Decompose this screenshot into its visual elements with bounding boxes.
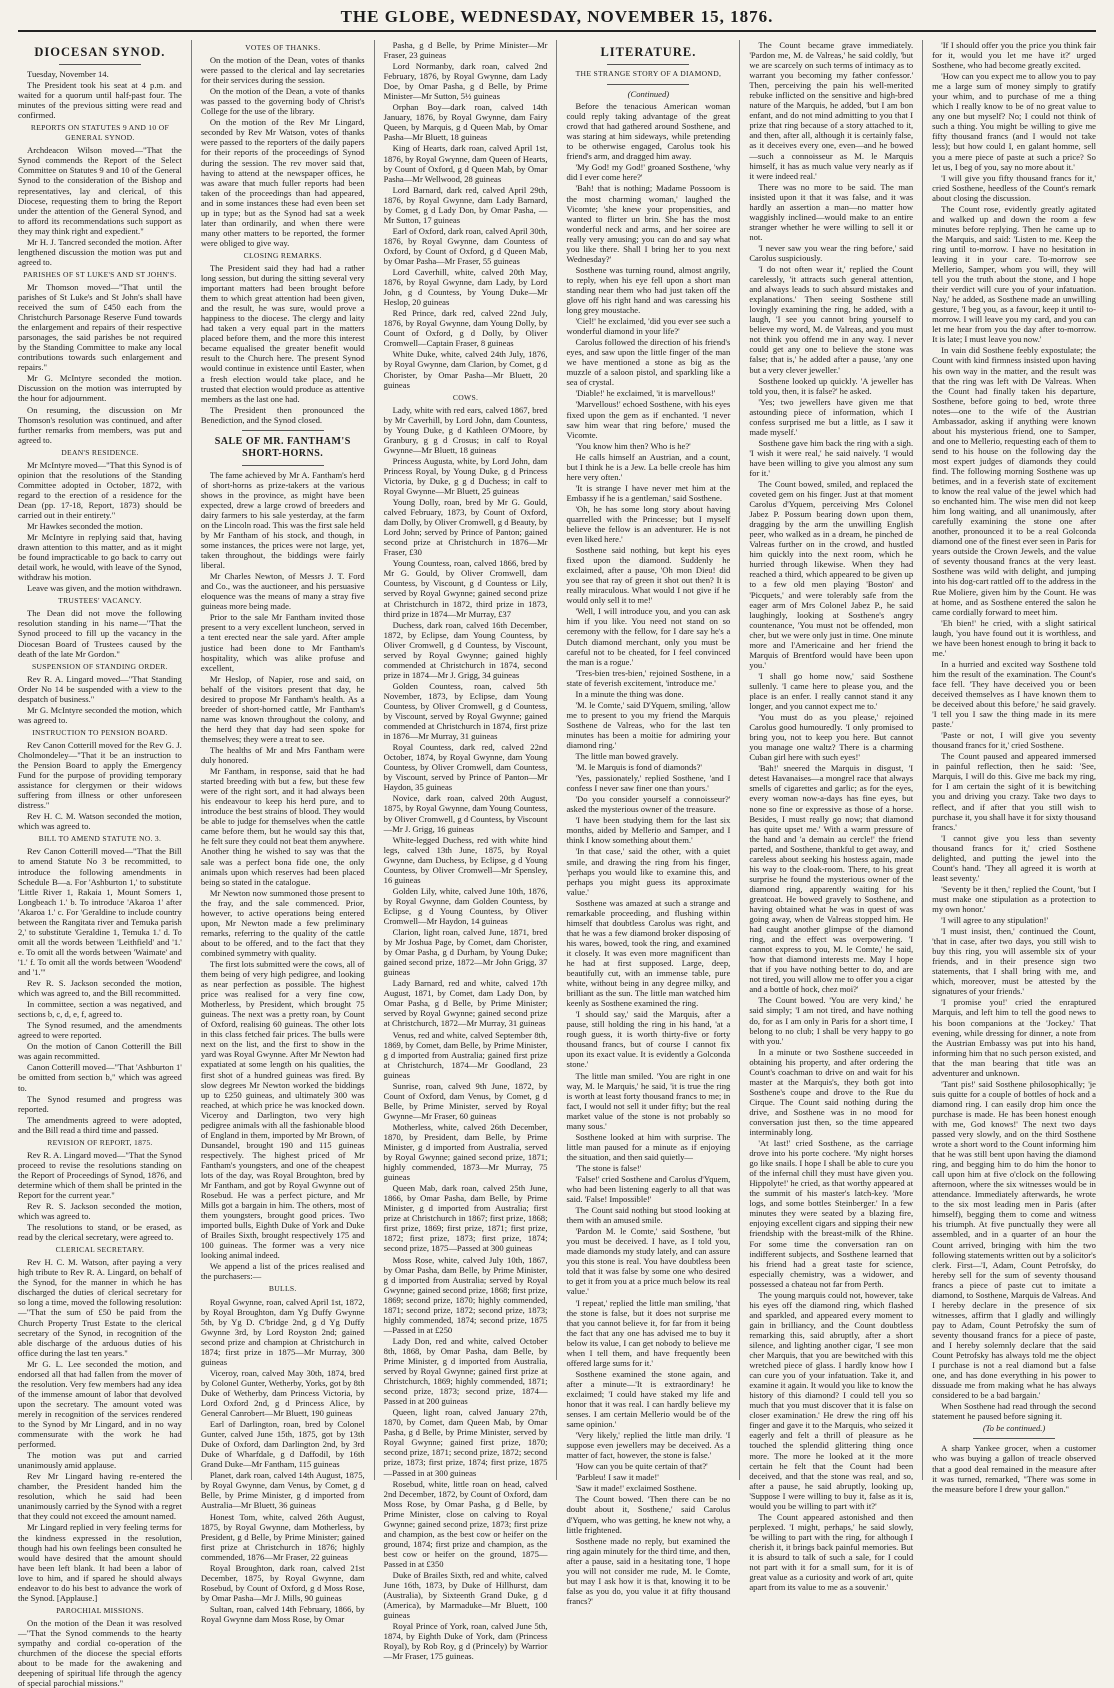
paragraph: Mr McIntyre moved—"That this Synod is of opinion that the resolutions of the Standing Committee adopted in October, 1872, with regard to the erection of a residence for the Dean (pp. 17-18, Report, 1873) should be carried out in their entirety." [18,459,182,520]
paragraph: Mr Thomson moved—"That until the parishes of St Luke's and St John's shall have received the sum of £450 each from the Christchurch Parsonage Reserve Fund towards the enlargement and repairs of their respective parsonages, the said parishes be not required by the Standing Committee to make any local contributions towards such enlargement and repairs." [18,281,182,373]
paragraph: 'Paste or not, I will give you seventy thousand francs for it,' cried Sosthene. [932,730,1096,751]
divider [242,465,324,466]
list-item: Rosebud, white, little roan on head, calved 2nd December, 1872, by Count of Oxford, dam Moss Rose, by Omar Pasha, g d Belle, by Prime Minister, close on calving to Royal Gwynne; gained second prize, 1873; first prize and champion, as the best cow or heifer on the ground, 1874; first prize and champion, as the best cow or heifer on the ground, 1875—Passed in at £350 [383,1478,548,1569]
paragraph: The young marquis could not, however, take his eyes off the diamond ring, which flashed and sparkled, and appeared every moment to gain in brilliancy, and the Count doubtless remarking this, said abruptly, after a short silence, and lighting another cigar, 'I see mon cher Marquis, that you are bewitched with this wretched piece of glass. I hardly know how I can cure you of your infatuation. Take it, and examine it again. It would you like to know the history of this diamond? I could tell you so much that you must discover that it is false on closer examination.' He drew the ring off his finger and gave it to the Marquis, who seized it eagerly and felt a thrill of pleasure as he touched the splendid glittering thing once more. The more he looked at it the more certain he felt that the Count had been deceived, and that the stone was real, and so, after a pause, he said abruptly, looking up, 'Suppose I were willing to buy it, false as it is, would you be willing to part with it?' [749,1289,914,1511]
paragraph: The healths of Mr and Mrs Fantham were duly honored. [200,745,365,766]
column-5 [749,40,923,1593]
list-item: Duke of Brailes Sixth, red and white, calved June 16th, 1873, by Duke of Hillhurst, dam (Australia), by Sixteenth Grand Duke, g d (America), by Marmaduke—Mr Bluett, 100 guineas [383,1569,548,1621]
paragraph: In a hurried and excited way Sosthene told him the result of the examination. The Count's face fell. 'They have deceived you or been deceived themselves as I have known them to be deceived about this before,' he said gravely. 'I tell you I saw the thing made in its mere paste.' [932,658,1096,730]
paragraph: Mr Charles Newton, of Messrs J. T. Ford and Co., was the auctioneer, and his persuasive eloquence was the means of many a stray five guineas more being made. [200,571,365,612]
list-item: Royal Gwynne, roan, calved April 1st, 1872, by Royal Broughton, dam Yg Duffy Gwynne 5th, by Yg D. C'bridge 2nd, g d Yg Duffy Gwynne 3rd, by Lord Royston 2nd; gained second prize and champion at Christchurch in 1874; first prize in 1875—Mr Murray, 300 guineas [200,1296,365,1367]
paragraph: The Count paused and appeared immersed in painful reflection, then he said: 'See, Marquis, I will do this. Give me back my ring, for I am certain the sight of it is bewitching you and driving you crazy. Take two days to reflect, and if after that you still wish to purchase it, you shall have it for sixty thousand francs.' [932,751,1096,832]
paragraph: The first lots submitted were the cows, all of them being of very high pedigree, and looking as near perfection as possible. The highest price was realised for a very fine cow, Motherless, by President, which brought 75 guineas. The next was a pretty roan, by Count of Oxford, realising 60 guineas. The other lots in this class fetched fair prices. The bulls were next on the list, and the first to show in the yard was Royal Gwynne. After Mr Newton had expatiated at some length on his qualities, the first shot of a hundred guineas was fired. By slow degrees Mr Newton worked the biddings up to £250 guineas, and ultimately 300 was reached, at which price he was knocked down. Viceroy and Darlington, two very high pedigree animals with all the fashionable blood of England in them, imported by Mr Brown, of Dunsandel, brought 190 and 115 guineas respectively. The highest priced of Mr Fantham's youngsters, and one of the cheapest lots of the day, was Royal Broughton, bred by Mr Fantham, and got by Royal Gwynne out of Rosebud. He was a perfect picture, and Mr Mills got a bargain in him. The others, most of them youngsters, brought good prices. Two imported bulls, Eighth Duke of York and Duke of Brailes Sixth, brought respectively 175 and 100 guineas. The former was a very nice looking animal indeed. [200,958,365,1261]
paragraph: The Count bowed, smiled, and replaced the coveted gem on his finger. Just at that moment Carolus d'Yquem, perceiving Mrs Colonel Jabez P. Possum bearing down upon them, dragging by the arm the unwilling English peer, who walked as in a dream, he pinched de Valreas further on in the crowd, and hustled him quickly into the next room, which he hurried through likewise. When they had reached a third, which appeared to be given up to a few old men playing 'Boston' and 'Picquets,' and were tolerably safe from the eager arm of Mrs Colonel Jabez P., he said laughingly, looking at Sosthene's angry countenance, 'You must not be offended, mon cher, but we were only just in time. One minute more and l'Americaine and her friend the Marquis of Brentford would have been upon you.' [749,479,914,670]
paragraph: The motion was put and carried unanimously amid applause. [18,1450,182,1471]
subheading: PARISHES OF ST LUKE'S AND ST JOHN'S. [23,269,177,279]
paragraph: The Synod resumed, and the amendments agreed to were reported. [18,1020,182,1041]
subheading: CLOSING REMARKS. [243,250,322,260]
paragraph: Mr G. McIntyre seconded the motion. Discussion on the motion was interrupted by the hour for adjournment. [18,373,182,404]
paragraph: Before the tenacious American woman could reply taking advantage of the great crowd that had gathered around Sosthene, and was staring at him sideways, while pretending to be otherwise engaged, Carolus took his friend's arm, and dragged him away. [566,101,731,162]
paragraph: On the motion of the Dean, votes of thanks were passed to the clerical and lay secretaries for their services during the session. [200,55,365,86]
list-item: Princess Augusta, white, by Lord John, dam Princess Royal, by Young Duke, g d Princess Victoria, by Duke, g g d Duchess; in calf to Royal Gwynne—Mr Bluett, 25 guineas [383,455,548,497]
list-item: Young Dolly, roan, bred by Mr G. Gould, calved February, 1873, by Count of Oxford, dam Dolly, by Oliver Cromwell, g d Beauty, by Lord John; served by Prince of Panton; gained second prize at Christchurch in 1876—Mr Fraser, £30 [383,497,548,558]
paragraph: In vain did Sosthene feebly expostulate; the Count with kind firmness insisted upon having his own way in the matter, and the result was that the ring was left with De Valreas. When the Count had finally taken his departure, Sosthene, before going to bed, wrote three notes—one to the wife of the Austrian Ambassador, asking if anything were known about his mysterious friend, one to Samper, and one to Mellerio, requesting each of them to send to his house on the following day the most expert judges of diamonds they could find. The following morning Sosthene was up betimes, and in a feverish state of excitement to know the real value of the jewel which had so enchanted him. The wise men did not keep him long waiting, and all unanimously, after carefully examining the stone one after another, pronounced it to be a real Golconda diamond one of the finest ever seen in Paris for years outside the Crown Jewels, and the value of seventy thousand francs at the very least. Sosthene was wild with delight, and jumping into his dog-cart rattled off to the address in the Rue Moliere, given him by the Count. He was at home, and as Sosthene entered the salon he came cordially forward to meet him. [932,345,1096,617]
paragraph: 'Yes, passionately,' replied Sosthene, 'and I confess I never saw finer one than yours.' [566,773,731,794]
paragraph: 'I never saw you wear the ring before,' said Carolus suspiciously. [749,242,914,263]
paragraph: The President said they had had a rather long session, but during the sitting several very important matters had been brought before them to which great attention had been given, and the result, he was sure, would prove a happiness to the diocese. The clergy and laity had taken a very equal part in the matters placed before them, and the more this interest became equalised the greater benefit would result to the Church here. The present Synod would continue in existence until Easter, when a fresh election would take place, and he trusted that election would produce as attentive members as the last one had. [200,262,365,404]
paragraph: A sharp Yankee grocer, when a customer who was buying a gallon of treacle observed that a good deal remained in the measure after it was turned, remarked, "There was some in the measure before I drew your gallon." [932,1443,1096,1494]
list-item: Clarion, light roan, calved June, 1871, bred by Mr Joshua Page, by Comet, dam Chorister, by Omar Pasha, g d Durham, by Young Duke; gained second prize, 1872—Mr John Grigg, 37 guineas [383,927,548,978]
paragraph: 'Oh, he has some long story about having quarrelled with the Princesse; but I myself believe the fellow is an adventurer. He is not even liked here.' [566,503,731,545]
paragraph: 'I should say,' said the Marquis, after a pause, still holding the ring in his hand, 'at a rough guess, it is worth thirty-five or forty thousand francs, but of course I cannot fix upon its exact value. It is evidently a Golconda stone.' [566,1009,731,1070]
subheading: REPORTS ON STATUTES 9 AND 10 OF GENERAL SYNOD. [30,123,170,143]
list-item: Golden Lily, white, calved June 10th, 1876, by Royal Gwynne, dam Golden Countess, by Eclipse, g d Young Countess, by Oliver Cromwell—Mr Haydon, 14 guineas [383,885,548,926]
paragraph: Carolus followed the direction of his friend's eyes, and saw upon the little finger of the man we have mentioned a stone as big as the muzzle of a saloon pistol, and sparkling like a sea of crystal. [566,337,731,388]
paragraph: Prior to the sale Mr Fantham invited those present to a very excellent luncheon, served in a tent erected near the sale yard. After ample justice had been done to Mr Fantham's hospitality, which was alike profuse and excellent, [200,612,365,673]
paragraph: On the motion of the Dean it was resolved—"That the Synod commends to the hearty sympathy and cordial co-operation of the churchmen of the diocese the special efforts about to be made for the awakening and deepening of spiritual life through the agency of special parochial missions." [18,1617,182,1688]
list-item: Viceroy, roan, calved May 30th, 1874, bred by Colonel Gunter, Wetherby, Yorks, got by 8th Duke of Wetherby, dam Princess Victoria, by Lord Oxford 2nd, g d Princess Alice, by General Canrobert—Mr Bluett, 190 guineas [200,1367,365,1419]
list-item: Duchess, dark roan, calved 16th December, 1872, by Eclipse, dam Young Countess, by Oliver Cromwell, g d Countess, by Viscount, served by Royal Gwynne; gained highly commended at Christchurch in 1874, second prize in 1874—Mr J. Grigg, 34 guineas [383,619,548,680]
subheading: BULLS. [268,1284,297,1294]
paragraph: The Count said nothing but stood looking at them with an amused smile. [566,1205,731,1226]
list-item: Royal Countess, dark red, calved 22nd October, 1874, by Royal Gwynne, dam Young Countess, by Oliver Cromwell, dam Countess, by Viscount, served by Prince of Panton—Mr Haydon, 35 guineas [383,742,548,793]
paragraph: The amendments agreed to were adopted, and the Bill read a third time and passed. [18,1114,182,1135]
paragraph: The Synod resumed and progress was reported. [18,1093,182,1114]
paragraph: Mr Lingard replied in very feeling terms for the kindness expressed in the resolution, though had his own feelings been consulted he would have desired that the amount should have been left blank. It had been a labor of love to him, and if spared he should always endeavor to do his best to advance the work of the Synod. [Applause.] [18,1522,182,1603]
paragraph: 'Pardon M. le Comte,' said Sosthene, 'but you must be deceived. I have, as I told you, made diamonds my study lately, and can assure you this stone is real. You have doubtless been told that it was false by some one who desired to get it from you at a price much below its real value.' [566,1226,731,1297]
paragraph: 'You know him then? Who is he?' [575,440,691,451]
paragraph: 'I promise you!' cried the enraptured Marquis, and left him to tell the good news to his boon companions at the 'Jockey.' That evening, while dressing for dinner, a note from the Austrian Embassy was put into his hand, informing him that no such person existed, and that the man bearing that title was an adventurer and unknown. [932,997,1096,1078]
paragraph: 'You must do as you please,' rejoined Carolus good humouredly. 'I only promised to bring you, not to keep you here. But cannot you manage one waltz? There is a charming Cuban girl here with such eyes!' [749,712,914,763]
divider [242,430,324,431]
paragraph: Sosthene said nothing, but kept his eyes fixed upon the diamond. Suddenly he exclaimed, after a pause, 'Oh mon Dieu! did you see that ray of green it shot out then? It is really miraculous. What would I not give if he would only sell it to me!' [566,545,731,606]
paragraph: Rev Canon Cotterill moved for the Rev G. J. Cholmondeley—"That it be an instruction to the Pension Board to apply the Emergency Fund for the purpose of providing temporary assistance for clergymen or their widows suffering from illness or other unforeseen distress." [18,739,182,811]
column-6 [932,40,1096,1494]
paragraph: Sosthene looked up quickly. 'A jeweller has told you, then, it is false?' he asked. [749,375,914,396]
paragraph: Mr Hawkes seconded the motion. [27,521,143,532]
divider [59,64,141,65]
paragraph: 'If I should offer you the price you think fair for it, would you let me have it?' urged Sosthene, who had become greatly excited. [932,40,1096,71]
subheading: INSTRUCTION TO PENSION BOARD. [32,727,168,737]
paragraph: In a minute the thing was done. [575,688,684,699]
subheading: TRUSTEES' VACANCY. [58,596,142,606]
list-item: Orphan Boy—dark roan, calved 14th January, 1876, by Royal Gwynne, dam Fairy Queen, by Marquis, g d Queen Mab, by Omar Pasha—Mr Bluett, 18 guineas [383,102,548,143]
paragraph: 'I have been studying them for the last six months, aided by Mellerio and Samper, and I think I know something about them.' [566,815,731,846]
paragraph: 'I will give you fifty thousand francs for it,' cried Sosthene, heedless of the Count's remark about closing the discussion. [932,172,1096,203]
to-be-continued-label: (To be continued.) [982,1423,1046,1434]
paragraph: Rev R. S. Jackson seconded the motion, which was agreed to. [18,1201,182,1222]
subheading: PAROCHIAL MISSIONS. [56,1605,144,1615]
list-item: King of Hearts, dark roan, calved April 1st, 1876, by Royal Gwynne, dam Queen of Hearts, by Count of Oxford, g d Queen Mab, by Omar Pasha—Mr Wellwood, 28 guineas [383,143,548,184]
paragraph: The Count rose, evidently greatly agitated and walked up and down the room a few minutes before replying. Then he came up to the Marquis, and said: 'Listen to me. Keep the ring until to-morrow. I have no hesitation in leaving it in your care. To-morrow see Mellerio, Samper, whom you will, they will tell you the truth about the stone, and I hope their verdict will cure you of your infatuation. Nay,' he added, as Sosthene made an unwilling gesture, 'I beg you, as a favour, keep it until to-morrow. I will leave you my card, and you can let me hear from you the day after to-morrow. It is late; I must leave you now.' [932,203,1096,345]
paragraph: In a minute or two Sosthene succeeded in obtaining his property, and after ordering the Count's coachman to drive on and wait for his master at the Marquis's, they both got into Sosthene's coupe and drove to the Rue du Cirque. The Count said nothing during the drive, and Sosthene was in no mood for conversation just then, so the time appeared interminably long. [749,1046,914,1138]
subheading: REVISION OF REPORT, 1875. [47,1137,153,1147]
paragraph: On the motion of Canon Cotterill the Bill was again recommitted. [18,1041,182,1062]
list-item: Sultan, roan, calved 14th February, 1866, by Royal Gwynne dam Moss Rose, by Omar [200,1603,365,1624]
list-item: Lady Don, red and white, calved October 8th, 1868, by Omar Pasha, dam Belle, by Prime Minister, g d imported from Australia, served by Royal Gwynne; gained first prize at Christchurch, 1869; highly commended, 1871; second prize, 1873; second prize, 1874—Passed in at 200 guineas [383,1335,548,1407]
paragraph: The President then pronounced the Benediction, and the Synod closed. [200,404,365,425]
paragraph: Mr Fantham, in response, said that he had started breeding with but a few, but these few were of the right sort, and it had always been his endeavour to keep his herd pure, and to introduce the best strains of blood. They would be able to judge for themselves when the cattle came before them, but he would say this that, he felt sure they could not beat them anywhere. Another thing he wished to say was that the sale was a perfect bona fide one, the only animals upon which reserves had been placed being so stated in the catalogue. [200,766,365,887]
paragraph: The Count bowed. 'Then there can be no doubt about it, Sosthene,' said Carolus d'Yquem, who was getting, he knew not why, a little frightened. [566,1494,731,1535]
paragraph: The little man smiled. 'You are right in one way, M. le Marquis,' he said, 'it is true the ring is worth at least forty thousand francs to me; in fact, I would not sell it under fifty; but the real market value of the stone is not probably so many sous.' [566,1070,731,1131]
paragraph: The little man bowed gravely. [575,751,679,762]
paragraph: Sosthene was amazed at such a strange and remarkable proceeding, and flushing within himself that doubtless Carolus was right, and that he was a few diamond broker disposing of his wares, bowed, took the ring, and examined it closely. It was even more magnificent than he had at first supposed. Large, deep, beautifully cut, with an immense table, pure white, without being in any degree milky, and brilliant as the sun. The little man watched him keenly as Sosthene examined the ring. [566,897,731,1009]
paragraph: 'Ciel!' he exclaimed, 'did you ever see such a wonderful diamond in your life?' [566,316,731,337]
paragraph: Sosthene made no reply, but examined the ring again minutely for the third time, and then, after a pause, said in a hesitating tone, 'I hope you will not consider me rude, M. le Comte, but may I ask how it is that, knowing it to be false as you do, you value it at fifty thousand francs?' [566,1535,731,1606]
paragraph: The Count bowed. 'You are very kind,' he said simply; 'I am not tired, and have nothing do, for as I am only in Paris for a short time, I belong to no club; I shall be very happy to go with you.' [749,995,914,1046]
paragraph: The Count became grave immediately. 'Pardon me, M. de Valreas,' he said coldly, 'but we are scarcely on such terms of intimacy as to warrant you becoming my father confessor.' Then, perceiving the pain his well-merited rebuke inflicted on the sensitive and high-bred nature of the Marquis, he added, 'but I am bon enfant, and do not mind admitting to you that I prize that ring because of a story attached to it, and then, after all, although it is certainly false, as it deceives every one, even—and he bowed—such a connoisseur as M. le Marquis himself, it has as much value very nearly as if it were indeed real.' [749,40,914,181]
paragraph: On the motion of the Dean, a vote of thanks was passed to the governing body of Christ's College for the use of the library. [200,86,365,117]
list-item: Lord Barnard, dark red, calved April 29th, 1876, by Royal Gwynne, dam Lady Barnard, by Comet, g d Lady Don, by Omar Pasha, —Mr Sutton, 17 guineas [383,184,548,225]
paragraph: 'It is strange I have never met him at the Embassy if he is a gentleman,' said Sosthene. [566,482,731,503]
paragraph: Rev H. C. M. Watson, after paying a very high tribute to Rev R. A. Lingard, on behalf of the Synod, for the manner in which he has discharged the duties of clerical secretary for so long a time, moved the following resolution:—"That the sum of £50 be paid from the Church Property Trust Estate to the clerical secretary of the Synod, in recognition of the able discharge of the arduous duties of his office during the last ten years." [18,1257,182,1358]
list-item: White-legged Duchess, red with white hind legs, calved 13th June, 1875, by Royal Gwynne, dam Duchess, by Eclipse, g d Young Countess, by Oliver Cromwell—Mr Spensley, 16 guineas [383,834,548,885]
divider [607,64,689,65]
divider [607,84,689,85]
list-item: Earl of Oxford, dark roan, calved April 30th, 1876, by Royal Gwynne, dam Countess of Oxford, by Count of Oxford, g d Queen Mab, by Omar Pasha—Mr Fraser, 55 guineas [383,225,548,266]
paragraph: Mr H. J. Tancred seconded the motion. After lengthened discussion the motion was put and agreed to. [18,236,182,267]
paragraph: Leave was given, and the motion withdrawn. [27,583,182,594]
paragraph: Rev R. S. Jackson seconded the motion, which was agreed to, and the Bill recommitted. [18,978,182,999]
paragraph: The President took his seat at 4 p.m. and waited for a quorum until half-past four. The minutes of the previous sitting were read and confirmed. [18,80,182,121]
list-item: Royal Prince of York, roan, calved June 5th, 1874, by Eighth Duke of York, dam (Princess Royal), by Rob Roy, g d (Princely) by Warrior—Mr Fraser, 175 guineas. [383,1621,548,1662]
dateline: Tuesday, November 14. [27,69,109,79]
list-item: Pasha, g d Belle, by Prime Minister—Mr Fraser, 23 guineas [383,40,548,61]
list-item: White Duke, white, calved 24th July, 1876, by Royal Gwynne, dam Clarion, by Comet, g d Chorister, by Omar Pasha—Mr Bluett, 20 guineas [383,349,548,390]
list-item: Venus, red and white, calved September 8th, 1869, by Comet, dam Belle, by Prime Minister, g d imported from Australia; gained first prize at Christchurch, 1874—Mr Goodland, 23 guineas [383,1029,548,1080]
list-item: Red Prince, dark red, calved 22nd July, 1876, by Royal Gwynne, dam Young Dolly, by Count of Oxford, g d Dolly, by Oliver Cromwell—Captain Fraser, 8 guineas [383,308,548,349]
continued-label: (Continued) [627,89,670,100]
column-3 [383,40,558,1662]
paragraph: 'Bah!' sneered the Marquis in disgust, 'I detest Havanaises—a mongrel race that always smells of cigarettes and garlic; as for the eyes, every woman now-a-days has fine eyes, but none so fine or expressive as those of a horse. Besides, I must really go now; that diamond has quite upset me.' With a warm pressure of the hand and 'a demain au cercle!' the friend parted, and Sosthene, thankful to get away, and careless about seeking his hostess again, made his way to the cloak-room. There, to his great surprise he found the mysterious owner of the diamond ring, apparently waiting for his greatcoat. He bowed gravely to Sosthene, and having obtained what he was in quest of was going away, when de Valreas stopped him. He had caught another glimpse of the diamond ring, and the effect was overpowering. 'I cannot express to you, M. le Comte,' he said, 'how that diamond interests me. May I hope that if you have nothing better to do, and are not tired, you will allow me to offer you a cigar and a bottle of hock, chez moi?' [749,763,914,995]
divider [973,1438,1055,1439]
list-item: Queen Mab, dark roan, calved 25th June, 1866, by Omar Pasha, dam Belle, by Prime Minister, g d imported from Australia; first prize at Christchurch in 1867; first prize, 1868; first prize, 1869; first prize, 1871; first prize, 1872; first prize, 1873; first prize, 1874; second prize, 1875—Passed at 300 guineas [383,1183,548,1254]
subheading: VOTES OF THANKS. [245,43,321,52]
paragraph: Rev Canon Cotterill moved—"That the Bill to amend Statute No 3 be recommitted, to introduce the following amendments in Schedule B—a. For 'Ashburton 1,' to substitute 'Little River 1, Rakaia 1, Mount Somers 1, Longbeach 1.' b. To introduce 'Akaroa 1' after 'Akaroa 1.' c. For 'Geraldine to include country between the Rangitata river and Temuka parish 2,' to substitute 'Geraldine 1, Temuka 1.' d. To omit all the words between 'Leithfield' and '1.' e. To omit all the words between 'Waimate' and '1.' f. To omit all the words between 'Woodend' and '1.'" [18,846,182,977]
paragraph: 'Yes; two jewellers have given me that astounding piece of information, which I confess surprised me but a little, as I saw it made myself.' [749,396,914,437]
paragraph: Rev R. A. Lingard moved—"That Standing Order No 14 be suspended with a view to the despatch of business." [18,673,182,704]
paragraph: 'Well, I will introduce you, and you can ask him if you like. You need not stand on so ceremony with the fellow, for I dare say he's a Dutch diamond merchant, only you must be careful not to be cheated, for I feel convinced the man is a rogue.' [566,606,731,667]
list-item: Lord Caverhill, white, calved 20th May, 1876, by Royal Gwynne, dam Lady, by Lord John, g d Countess, by Young Duke—Mr Heslop, 20 guineas [383,267,548,308]
list-item: Lady Barnard, red and white, calved 17th August, 1871, by Comet, dam Lady Don, by Omar Pasha, g d Belle, by Prime Minister; served by Royal Gwynne; gained second prize at Christchurch, 1872—Mr Murray, 31 guineas [383,978,548,1029]
paragraph: 'I must insist, then,' continued the Count, 'that in case, after two days, you still wish to buy this ring, you will assemble six of your friends, and in their presence sign two statements, that I shall bring with me, and which, moreover, must be attested by the signatures of your friends.' [932,926,1096,997]
paragraph: When Sosthene had read through the second statement he paused before signing it. [932,1401,1096,1422]
list-item: Sunrise, roan, calved 9th June, 1872, by Count of Oxford, dam Venus, by Comet, g d Belle, by Prime Minister, served by Royal Gwynne—Mr Fraser, 60 guineas [383,1080,548,1121]
list-item: Planet, dark roan, calved 14th August, 1875, by Royal Gwynne, dam Venus, by Comet, g d Belle, by Prime Minister, g d imported from Australia—Mr Bluett, 36 guineas [200,1470,365,1511]
paragraph: Archdeacon Wilson moved—"That the Synod commends the Report of the Select Committee on Statutes 9 and 10 of the General Synod to the consideration of the Bishop and representatives, lay and clerical, of this Diocese, requesting them to bring the Report under the attention of the General Synod, and to afford its recommendations such support as they may think right and expedient." [18,145,182,236]
subheading: COWS. [452,392,479,402]
paragraph: 'Do you consider yourself a connoisseur?' asked the mysterious owner of the treasure. [566,794,731,815]
paragraph: The Count appeared astonished and then perplexed. 'I might, perhaps,' he said slowly, 'be willing to part with the ring, for although I cherish it, it brings back painful memories. But it is absurd to talk of such a sale, for I could not part with it for a small sum, for it is of great value as a curiosity and work of art, quite apart from its value to me as a souvenir.' [749,1511,914,1593]
paragraph: 'Parbleu! I saw it made!' [575,1472,659,1483]
column-2 [200,40,375,1624]
paragraph: 'Seventy be it then,' replied the Count, 'but I must make one stipulation as a protection to my own honor.' [932,883,1096,914]
paragraph: The Dean did not move the following resolution standing in his name—"That the Synod proceed to fill up the vacancy in the Diocesan Board of Trustees caused by the death of the late Mr Gordon." [18,608,182,659]
masthead: THE GLOBE, WEDNESDAY, NOVEMBER 15, 1876. [18,4,1096,32]
paragraph: Mr G. McIntyre seconded the motion, which was agreed to. [18,704,182,725]
columns [14,32,1100,1688]
paragraph: Rev Mr Lingard having re-entered the chamber, the President handed him the resolution, which he said had been unanimously carried by the Synod with a regret that they could not exceed the amount named. [18,1471,182,1522]
list-item: Lord Normanby, dark roan, calved 2nd February, 1876, by Royal Gwynne, dam Lady Doe, by Omar Pasha, g d Belle, by Prime Minister—Mr Sutton, 5½ guineas [383,61,548,102]
paragraph: 'How can you be quite certain of that?' [575,1461,708,1472]
paragraph: Mr Newton now summoned those present to the fray, and the sale commenced. Prior, however, to active operations being entered upon, Mr Newton made a few preliminary remarks, referring to the quality of the cattle about to be offered, and to the fact that they combined symmetry with quality. [200,887,365,958]
paragraph: 'At last!' cried Sosthene, as the carriage drove into his porte cochere. 'My night horses go like snails. I hope I shall be able to cure you of the infernal chill they must have given you. Hippolyte!' he cried, as that worthy appeared at the summit of his master's latch-key. 'More logs, and some bottles Steinberger.' In a few minutes they were seated by a blazing fire, enjoying excellent cigars and sipping their new friendship with the breast-milk of the Rhine. For some time the conversation ran on indifferent subjects, and Sosthene learned that his friend had a great taste for science, especially chemistry, was a widower, and possessed a chateau not far from Perth. [749,1138,914,1289]
paragraph: On the motion of the Rev Mr Lingard, seconded by Rev Mr Watson, votes of thanks were passed to the reporters of the daily papers for their reports of the proceedings of Synod during the session. The rev mover said that, having to attend at the newspaper offices, he was aware that much fuller reports had been taken of the proceedings than had appeared, and in some instances these had even been set up in type; but as the Synod had sat a week later than ordinarily, and when there were many other matters to be reported, the former were obliged to give way. [200,117,365,248]
paragraph: 'The stone is false!' [575,1162,642,1173]
paragraph: 'I shall go home now,' said Sosthene sullenly. 'I came here to please you, and the place is an enfer. I really cannot stand it any longer, and you cannot expect me to.' [749,670,914,712]
paragraph: Sosthene gave him back the ring with a sigh. 'I wish it were real,' he said naively. 'I would have been willing to give you almost any sum for it.' [749,437,914,478]
column-4 [566,40,740,1606]
paragraph: We append a list of the prices realised and the purchasers:— [200,1261,365,1282]
literature-title: LITERATURE. [600,45,697,59]
paragraph: Sosthene looked at him with surprise. The little man paused for a minute as if enjoying the situation, and then said quietly— [566,1131,731,1162]
paragraph: Rev R. A. Lingard moved—"That the Synod proceed to revise the resolutions standing on the Report of Proceedings of Synod, 1876, and determine which of them shall be printed in the Report for the current year." [18,1149,182,1200]
paragraph: Sosthene examined the stone again, and after a minute—'It is extraordinary! he exclaimed; 'I could have staked my life and honor that it was real. I can hardly believe my senses. I am certain Mellerio would be of the same opinion.' [566,1368,731,1430]
paragraph: 'Bah! that is nothing; Madame Possoom is the most charming woman,' laughed the Vicomte; 'she knew your propensities, and wanted to flirter un brin. She has the most wonderful neck and arms, and her soiree are really very amusing; you can do and say what you like there. Shall I bring her to you next Wednesday?' [566,183,731,264]
list-item: Earl of Darlington, roan, bred by Colonel Gunter, calved June 15th, 1875, got by 13th Duke of Oxford, dam Darlington 2nd, by 3rd Duke of Wharfdale, g d Daffodil, by 16th Grand Duke—Mr Fantham, 115 guineas [200,1419,365,1470]
paragraph: Canon Cotterill moved—"That 'Ashburton 1' be omitted from section b," which was agreed to. [18,1062,182,1093]
diocesan-synod-title: DIOCESAN SYNOD. [34,45,166,59]
subheading: CLERICAL SECRETARY. [55,1245,145,1255]
list-item: Young Countess, roan, calved 1866, bred by Mr G. Gould, by Oliver Cromwell, dam Countess, by Viscount, g d Countess or Lily, served by Royal Gwynne; gained second prize at Christchurch in 1872, third prize in 1873, third prize in 1874—Mr Murray, £37 [383,558,548,619]
paragraph: There was no more to be said. The man insisted upon it that it was false, and it was hardly an assertion a man—no matter how waggishly inclined—would make to an entire stranger whether he were willing to sell it or not. [749,181,914,242]
paragraph: The fame achieved by Mr A. Fantham's herd of short-horns as prize-takers at the various shows in the province, as might have been expected, drew a large crowd of breeders and dairy farmers to his sale yesterday, at the farm on the Lincoln road. This was the first sale held by Mr Fantham of his stock, and though, in some instances, the prices were not large, yet, taken throughout, the biddings were fairly liberal. [200,469,365,571]
paragraph: 'I do not often wear it,' replied the Count carelessly, 'it attracts such general attention, and always leads to such absurd mistakes and explanations.' Then seeing Sosthene still lovingly examining the ring, he added, with a laugh, 'I see you cannot bring yourself to believe my word, M. de Valreas, and you must not think you offend me in any way. I never could get any one to believe the stone was false; that is,' he added after a pause, 'any one but a very clever jeweller.' [749,264,914,375]
list-item: Moss Rose, white, calved July 10th, 1867, by Omar Pasha, dam Belle, by Prime Minister, g d imported from Australia; served by Royal Gwynne; gained second prize, 1868; first prize, 1869; second prize, 1870; highly commended, 1871; second prize, 1872; second prize, 1873; highly commended, 1874; second prize, 1875—Passed in at £250 [383,1254,548,1335]
list-item: Motherless, white, calved 26th December, 1870, by President, dam Belle, by Prime Minister, g d imported from Australia, served by Royal Gwynne; gained second prize, 1871; highly commended, 1873—Mr Murray, 75 guineas [383,1121,548,1183]
list-item: Lady, white with red ears, calved 1867, bred by Mr Caverhill, by Lord John, dam Countess, by Young Duke, g d Kathleen O'Moore, by Granbury, g g d Crosus; in calf to Royal Gwynne—Mr Bluett, 18 guineas [383,404,548,455]
paragraph: Rev H. C. M. Watson seconded the motion, which was agreed to. [18,811,182,832]
paragraph: In committee, section a was negatived, and sections b, c, d, e, f, agreed to. [18,999,182,1020]
paragraph: 'Very likely,' replied the little man drily. 'I suppose even jewellers may be deceived. As a matter of fact, however, the stone is false.' [566,1430,731,1461]
paragraph: 'M. le Comte,' said D'Yquem, smiling, 'allow me to present to you my friend the Marquis Sosthene de Valreas, who for the last ten minutes has been a moitie for admiring your diamond ring.' [566,699,731,750]
subheading: BILL TO AMEND STATUTE NO. 3. [38,834,162,844]
paragraph: 'I repeat,' replied the little man smiling, 'that the stone is false, but it does not surprise me that you cannot believe it, for far from it being the fact that any one has advised me to buy it below its value, I can get nobody to believe me when I tell them, and have frequently been offered large sums for it.' [566,1297,731,1368]
paragraph: 'Diable!' he exclaimed, 'it is marvellous!' [575,388,716,399]
paragraph: He calls himself an Austrian, and a count, but I think he is a Jew. La belle creole has him here very often.' [566,451,731,482]
paragraph: Mr G. L. Lee seconded the motion, and endorsed all that had fallen from the mover of the resolution. Very few members had any idea of the immense amount of labor that devolved upon the secretary. The amount voted was merely in recognition of the services rendered to the Synod by Mr Lingard, and in no way commensurate with the work he had performed. [18,1358,182,1450]
paragraph: 'Saw it made!' exclaimed Sosthene. [575,1483,697,1494]
paragraph: On resuming, the discussion on Mr Thomson's resolution was continued, and after further remarks from members, was put and agreed to. [18,404,182,445]
paragraph: 'Tant pis!' said Sosthene philosophically; 'je suis quitte for a couple of bottles of hock and a diamond ring. I can easily drop him once the purchase is made. He has been honest enough with me, God knows!' The next two days passed very slowly, and on the third Sosthene wrote a short word to the Count informing him that he was still bent upon having the diamond ring, and begging him to do him the honor to call upon him at five o'clock on the following afternoon, where the six witnesses would be in attendance. Immediately afterwards, he wrote to the six most leading men in Paris (after himself), begging them to come and witness his triumph. At five punctually they were all assembled, and in a quarter of an hour the Count arrived, bringing with him the two following statements written out by a solicitor's clerk. First—'I, Adam, Count Petrofsky, do hereby sell for the sum of seventy thousand francs a piece of paste cut to imitate a diamond, to Sosthene, Marquis de Valreas. And I hereby declare in the presence of six witnesses, affirm that I gladly and willingly pay to Adam, Count Petrofsky the sum of seventy thousand francs for a piece of paste, and I hereby solemnly declare that the said Count Petrofsky has always told me the object I purchase is not a real diamond but a false one, and has done everything in his power to dissuade me from making what he has always considered to be a bad bargain.' [932,1078,1096,1401]
story-subtitle: THE STRANGE STORY OF A DIAMOND, [575,69,722,78]
paragraph: The resolutions to stand, or be erased, as read by the clerical secretary, were agreed to. [18,1222,182,1243]
list-item: Queen, light roan, calved January 27th, 1870, by Comet, dam Queen Mab, by Omar Pasha, g d Belle, by Prime Minister, served by Royal Gwynne; gained first prize, 1870; second prize, 1871; second prize, 1872; second prize, 1873; first prize, 1874; first prize, 1875—Passed in at 300 guineas [383,1407,548,1478]
list-item: Honest Tom, white, calved 26th August, 1875, by Royal Gwynne, dam Motherless, by President, g d Belle, by Prime Minister; gained first prize at Christchurch in 1876; highly commended, 1876—Mr Fraser, 22 guineas [200,1511,365,1562]
list-item: Royal Broughton, dark roan, calved 21st December, 1875, by Royal Gwynne, dam Rosebud, by Count of Oxford, g d Moss Rose, by Omar Pasha—Mr J. Mills, 90 guineas [200,1562,365,1603]
paragraph: 'In that case,' said the other, with a quiet smile, and drawing the ring from his finger, 'perhaps you would like to examine this, and perhaps you might guess its approximate value.' [566,846,731,897]
paragraph: 'Tres-bien tres-bien,' rejoined Sosthene, in a state of feverish excitement, 'introduce me.' [566,667,731,688]
paragraph: 'I cannot give you less than seventy thousand francs for it,' cried Sosthene delighted, and putting the jewel into the Count's hand. 'They all agreed it is worth at least seventy.' [932,832,1096,883]
paragraph: 'I will agree to any stipulation!' [941,915,1049,926]
paragraph: 'How can you expect me to allow you to pay me a large sum of money simply to gratify your whim, and to purchase of me a thing which I really know to be of no great value to any one but myself? No; I could not think of such a thing. You might be willing to give me fifty thousand francs (and I would not take less); but how could I, en galant homme, sell you a mere piece of paste at such a price? So let us, I beg of you, say no more about it.' [932,71,1096,172]
paragraph: 'My God! my God!' groaned Sosthene, 'why did I ever come here?' [566,162,731,183]
paragraph: 'Eh bien!' he cried, with a slight satirical laugh, 'you have found out it is worthless, and we have been honest enough to bring it back to me.' [932,617,1096,658]
paragraph: Mr Heslop, of Napier, rose and said, on behalf of the visitors present that day, he desired to propose Mr Fantham's health. As a breeder of short-horned cattle, Mr Fantham's name was known throughout the colony, and the herd they that day had seen spoke for themselves; they were a treat to see. [200,673,365,744]
list-item: Golden Countess, roan, calved 5th November, 1873, by Eclipse, dam Young Countess, by Oliver Cromwell, g d Countess, by Viscount, served by Royal Gwynne; gained commended at Christchurch in 1874, first prize in 1876—Mr Murray, 31 guineas [383,680,548,742]
paragraph: Sosthene was turning round, almost angrily, to reply, when his eye fell upon a short man standing near them who had just taken off the glove off his right hand and was caressing his long grey moustache. [566,264,731,316]
list-item: Novice, dark roan, calved 20th August, 1875, by Royal Gwynne, dam Young Countess, by Oliver Cromwell, g d Countess, by Viscount—Mr J. Grigg, 16 guineas [383,793,548,834]
subheading: SUSPENSION OF STANDING ORDER. [31,661,168,671]
paragraph: Mr McIntyre in replying said that, having drawn attention to this matter, and as it might be found impracticable to go back to carry out detail work, he would, with leave of the Synod, withdraw his motion. [18,532,182,583]
shorthorns-sale-title: SALE OF MR. FANTHAM'S SHORT-HORNS. [214,435,351,459]
paragraph: 'Marvellous!' echoed Sosthene, with his eyes fixed upon the gem as if enchanted. 'I never saw him wear that ring before,' mused the Vicomte. [566,399,731,440]
paragraph: 'M. le Marquis is fond of diamonds?' [575,762,702,773]
paragraph: 'False!' cried Sosthene and Carolus d'Yquem, who had been listening eagerly to all that was said. 'False! Impossible!' [566,1173,731,1205]
subheading: DEAN'S RESIDENCE. [61,447,139,457]
column-1 [18,40,192,1688]
